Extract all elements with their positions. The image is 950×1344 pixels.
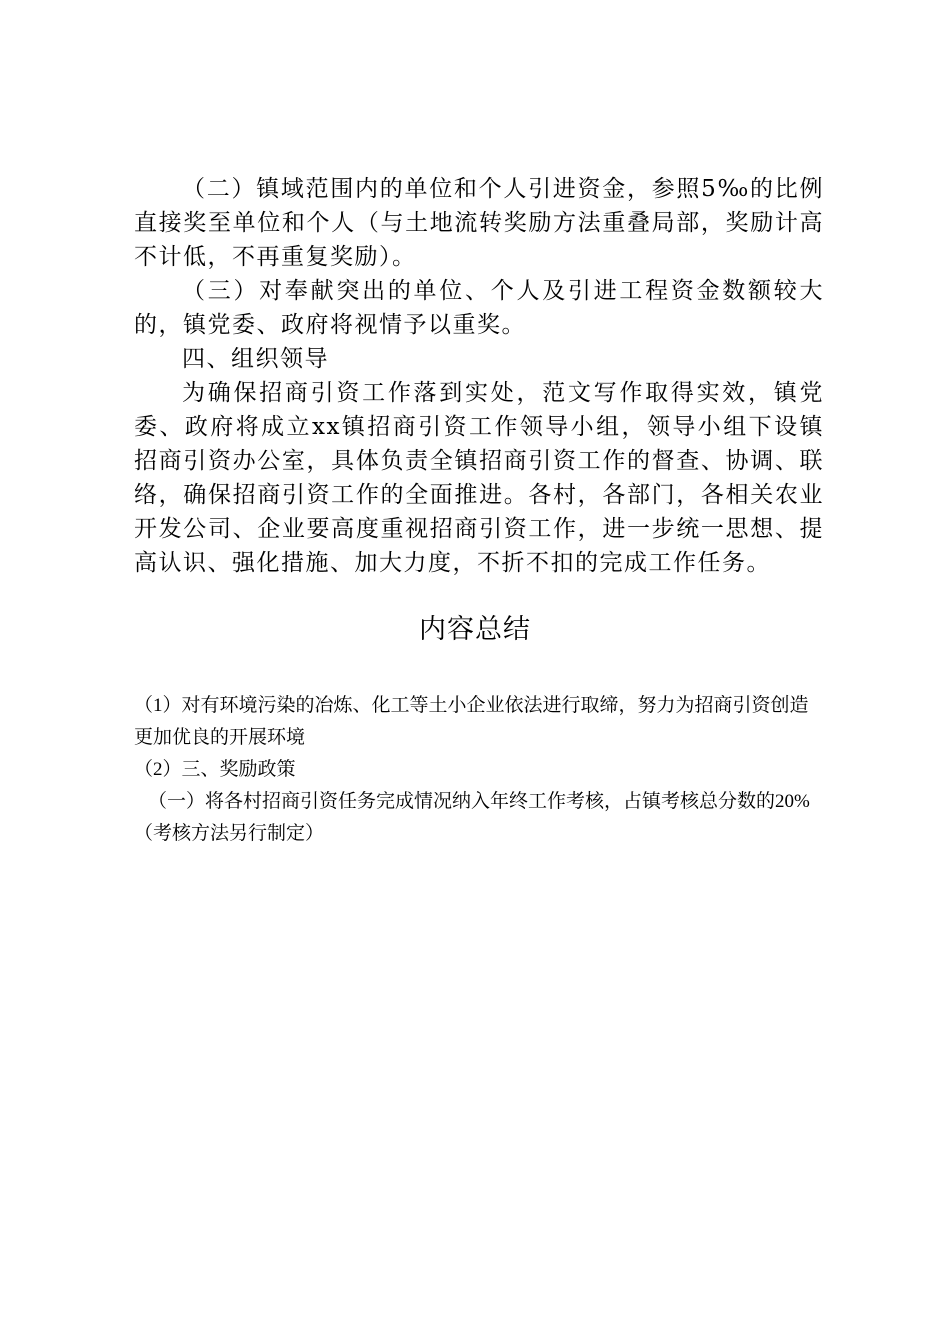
paragraph-reward-2: （二）镇域范围内的单位和个人引进资金，参照5‰的比例直接奖至单位和个人（与土地流转奖励方法重叠局部，奖励计高不计低，不再重复奖励）。 [134,176,824,270]
summary-title: 内容总结 [419,614,531,645]
paragraph-leadership: 为确保招商引资工作落到实处，范文写作取得实效，镇党委、政府将成立xx镇招商引资工作领导小组，领导小组下设镇招商引资办公室，具体负责全镇招商引资工作的督查、协调、联络，确保招商引资工作的全面推进。各村，各部门，各相关农业开发公司、企业要高度重视招商引资工作，进一步统一思想、提高认识、强化措施、加大力度，不折不扣的完成工作任务。 [134,380,824,576]
paragraph-reward-3: （三）对奉献突出的单位、个人及引进工程资金数额较大的，镇党委、政府将视情予以重奖。 [134,278,824,338]
document-body [134,172,824,580]
summary-item: （2）三、奖励政策 [134,759,296,780]
summary-item: （一）将各村招商引资任务完成情况纳入年终工作考核，占镇考核总分数的20%（考核方法另行制定） [134,791,810,844]
section-heading-leadership: 四、组织领导 [182,346,329,372]
summary-list [134,690,824,850]
summary-item: （1）对有环境污染的冶炼、化工等土小企业依法进行取缔，努力为招商引资创造更加优良的开展环境 [134,695,809,748]
